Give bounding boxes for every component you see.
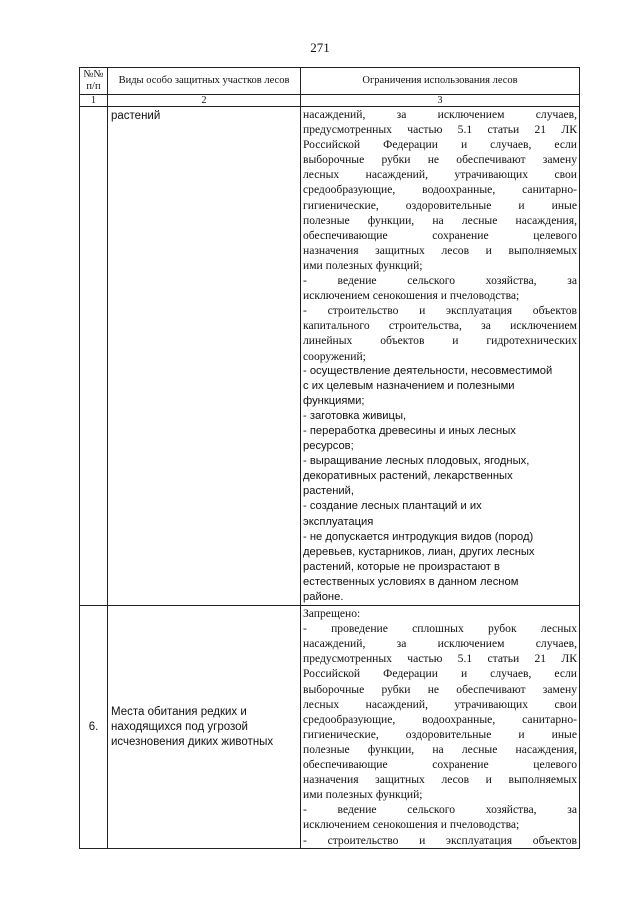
text-line: предусмотренных частью 5.1 статьи 21 ЛК [303,652,577,666]
row-number: 6. [80,606,108,849]
text-line: обеспечивающие сохранение целевого [303,228,577,242]
text-line: гигиенические, оздоровительные и иные [303,198,577,212]
text-line: предусмотренных частью 5.1 статьи 21 ЛК [303,123,577,137]
column-index-row [80,95,580,107]
text-line: деревьев, кустарников, лиан, других лесных [303,545,535,558]
text-line: исключением сенокошения и пчеловодства; [303,289,520,303]
text-line: - осуществление деятельности, несовместимой [303,364,553,377]
text-line: назначения защитных лесов и выполняемых [303,773,577,787]
text-line: - выращивание лесных плодовых, ягодных, [303,455,530,468]
text-line: лесных насаждений, утрачивающих свои [303,168,577,182]
text-line: ими полезных функций; [303,258,423,272]
restrictions-text [301,107,580,606]
page-number: 271 [310,40,330,55]
text-line: естественных условиях в данном лесном [303,575,519,588]
text-line: выборочные рубки не обеспечивают замену [303,153,577,167]
text-line: с их целевым назначением и полезными [303,379,515,392]
text-line: лесных насаждений, утрачивающих свои [303,697,577,711]
text-line: - ведение сельского хозяйства, за [303,803,577,817]
text-line: районе. [303,591,344,603]
text-line: функциями; [303,394,365,407]
text-line: растений, [303,485,355,498]
column-index: 2 [108,95,301,107]
column-index: 3 [301,95,580,107]
header-restrictions: Ограничения использования лесов [301,68,580,95]
restrictions-table [79,67,580,849]
text-line: - проведение сплошных рубок лесных [303,622,577,636]
text-line: - не допускается интродукция видов (пород) [303,530,534,543]
text-line: Российской Федерации и случаев, если [303,667,577,681]
text-line: эксплуатация [303,515,374,528]
text-line: средообразующие, водоохранные, санитарно- [303,183,577,197]
text-line: Российской Федерации и случаев, если [303,138,577,152]
column-index: 1 [80,95,108,107]
text-line: - ведение сельского хозяйства, за [303,274,577,288]
text-line: насаждений, за исключением случаев, [303,637,577,651]
text-line: насаждений, за исключением случаев, [303,108,577,121]
text-line: - строительство и эксплуатация объектов [303,304,577,318]
area-type: растений [108,107,301,606]
restrictions-text [301,606,580,849]
text-line: полезные функции, на лесные насаждения, [303,742,577,756]
text-line: - заготовка живицы, [303,409,407,422]
text-line: капитального строительства, за исключением [303,319,577,333]
table-row [80,606,580,849]
text-line: назначения защитных лесов и выполняемых [303,243,577,257]
text-line: декоративных растений, лекарственных [303,470,513,483]
text-line: исключением сенокошения и пчеловодства; [303,818,520,832]
row-number [80,107,108,606]
text-line: - создание лесных плантаций и их [303,500,482,513]
text-line: гигиенические, оздоровительные и иные [303,727,577,741]
text-line: - переработка древесины и иных лесных [303,424,516,437]
text-line: ими полезных функций; [303,788,423,802]
text-line: линейных объектов и гидротехнических [303,334,577,348]
text-line: растений, которые не произрастают в [303,560,500,573]
text-line: Запрещено: [303,607,361,621]
table-row [80,107,580,606]
text-line: сооружений; [303,349,366,363]
text-line: средообразующие, водоохранные, санитарно- [303,712,577,726]
header-type: Виды особо защитных участков лесов [108,68,301,95]
text-line: полезные функции, на лесные насаждения, [303,213,577,227]
text-line: выборочные рубки не обеспечивают замену [303,682,577,696]
text-line: обеспечивающие сохранение целевого [303,758,577,772]
text-line: - строительство и эксплуатация объектов [303,833,577,847]
table-header-row [80,68,580,95]
area-type: Места обитания редких и находящихся под угрозой исчезновения диких животных [108,606,301,849]
header-num: №№ п/п [80,68,108,95]
text-line: ресурсов; [303,440,354,453]
